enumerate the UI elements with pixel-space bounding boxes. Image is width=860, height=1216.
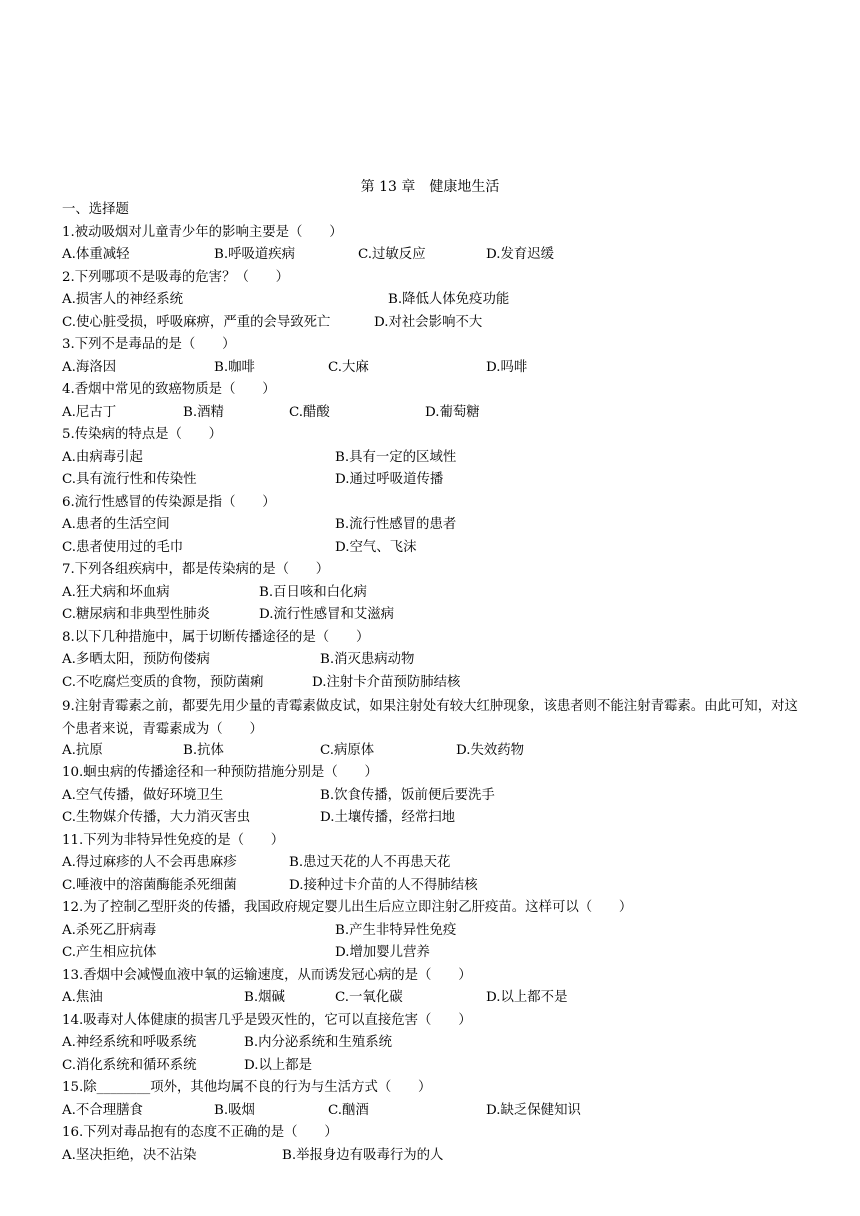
option-b: B.降低人体免疫功能 — [388, 292, 510, 307]
option-b: B.呼吸道疾病 — [214, 247, 296, 262]
option-d: D.以上都不是 — [486, 990, 568, 1005]
option-a: A.得过麻疹的人不会再患麻疹 — [62, 855, 237, 870]
question-stem: 3.下列不是毒品的是（ ） — [62, 337, 236, 352]
option-c: C.大麻 — [328, 360, 369, 375]
question-stem: 12.为了控制乙型肝炎的传播，我国政府规定婴儿出生后应立即注射乙肝疫苗。这样可以（ ） — [62, 900, 633, 915]
option-d: D.失效药物 — [456, 743, 525, 758]
option-b: B.酒精 — [183, 405, 224, 420]
question-stem: 4.香烟中常见的致癌物质是（ ） — [62, 382, 276, 397]
section-heading: 一、选择题 — [62, 202, 129, 217]
option-a: A.坚决拒绝，决不沾染 — [62, 1148, 197, 1163]
option-a: A.抗原 — [62, 743, 103, 758]
option-a: A.海洛因 — [62, 360, 117, 375]
option-c: C.产生相应抗体 — [62, 945, 157, 960]
option-a: A.神经系统和呼吸系统 — [62, 1035, 197, 1050]
option-d: D.吗啡 — [486, 360, 528, 375]
option-d: D.接种过卡介苗的人不得肺结核 — [289, 878, 478, 893]
question-stem: 13.香烟中会减慢血液中氧的运输速度，从而诱发冠心病的是（ ） — [62, 968, 472, 983]
option-c: C.过敏反应 — [358, 247, 426, 262]
option-b: B.吸烟 — [214, 1103, 255, 1118]
option-a: A.不合理膳食 — [62, 1103, 143, 1118]
option-b: B.产生非特异性免疫 — [335, 923, 457, 938]
option-b: B.内分泌系统和生殖系统 — [244, 1035, 393, 1050]
question-stem: 2.下列哪项不是吸毒的危害？（ ） — [62, 270, 290, 285]
option-b: B.患过天花的人不再患天花 — [289, 855, 451, 870]
option-b: B.咖啡 — [214, 360, 255, 375]
question-stem: 7.下列各组疾病中，都是传染病的是（ ） — [62, 562, 330, 577]
option-b: B.饮食传播，饭前便后要洗手 — [320, 788, 495, 803]
option-d: D.通过呼吸道传播 — [335, 472, 444, 487]
option-d: D.流行性感冒和艾滋病 — [259, 607, 395, 622]
option-c: C.醋酸 — [289, 405, 330, 420]
option-b: B.举报身边有吸毒行为的人 — [282, 1148, 444, 1163]
question-stem: 8.以下几种措施中，属于切断传播途径的是（ ） — [62, 630, 370, 645]
question-stem: 11.下列为非特异性免疫的是（ ） — [62, 833, 285, 848]
question-stem: 1.被动吸烟对儿童青少年的影响主要是（ ） — [62, 225, 343, 240]
question-stem: 5.传染病的特点是（ ） — [62, 427, 223, 442]
option-d: D.发育迟缓 — [486, 247, 555, 262]
option-a: A.体重减轻 — [62, 247, 130, 262]
option-c: C.生物媒介传播，大力消灭害虫 — [62, 810, 251, 825]
option-d: D.以上都是 — [244, 1058, 313, 1073]
question-stem: 14.吸毒对人体健康的损害几乎是毁灭性的，它可以直接危害（ ） — [62, 1013, 472, 1028]
option-c: C.具有流行性和传染性 — [62, 472, 197, 487]
option-a: A.损害人的神经系统 — [62, 292, 184, 307]
question-stem: 9.注射青霉素之前，都要先用少量的青霉素做皮试，如果注射处有较大红肿现象，该患者则不能注射青霉素。由此可知，对这个患者来说，青霉素成为（ ） — [62, 699, 798, 737]
question-stem: 16.下列对毒品抱有的态度不正确的是（ ） — [62, 1125, 338, 1140]
option-d: D.缺乏保健知识 — [486, 1103, 581, 1118]
option-b: B.具有一定的区域性 — [335, 450, 457, 465]
option-a: A.由病毒引起 — [62, 450, 143, 465]
option-c: C.病原体 — [320, 743, 375, 758]
option-c: C.不吃腐烂变质的食物，预防菌痢 — [62, 675, 264, 690]
option-c: C.唾液中的溶菌酶能杀死细菌 — [62, 878, 237, 893]
option-c: C.患者使用过的毛巾 — [62, 540, 184, 555]
option-b: B.百日咳和白化病 — [259, 585, 367, 600]
option-d: D.注射卡介苗预防肺结核 — [312, 675, 461, 690]
option-c: C.糖尿病和非典型性肺炎 — [62, 607, 210, 622]
option-a: A.患者的生活空间 — [62, 517, 170, 532]
option-d: D.葡萄糖 — [425, 405, 480, 420]
question-stem: 10.蛔虫病的传播途径和一种预防措施分别是（ ） — [62, 765, 378, 780]
option-a: A.多晒太阳，预防佝偻病 — [62, 652, 210, 667]
option-a: A.焦油 — [62, 990, 103, 1005]
option-a: A.狂犬病和坏血病 — [62, 585, 170, 600]
option-b: B.消灭患病动物 — [320, 652, 415, 667]
option-d: D.空气、飞沫 — [335, 540, 417, 555]
question-stem: 6.流行性感冒的传染源是指（ ） — [62, 495, 276, 510]
option-a: A.尼古丁 — [62, 405, 117, 420]
option-c: C.消化系统和循环系统 — [62, 1058, 197, 1073]
option-d: D.对社会影响不大 — [374, 315, 483, 330]
option-d: D.增加婴儿营养 — [335, 945, 430, 960]
option-a: A.空气传播，做好环境卫生 — [62, 788, 224, 803]
option-a: A.杀死乙肝病毒 — [62, 923, 157, 938]
option-b: B.抗体 — [183, 743, 224, 758]
option-b: B.流行性感冒的患者 — [335, 517, 457, 532]
option-d: D.土壤传播，经常扫地 — [320, 810, 456, 825]
page-title: 第 13 章 健康地生活 — [360, 179, 500, 195]
option-b: B.烟碱 — [244, 990, 285, 1005]
option-c: C.使心脏受损，呼吸麻痹，严重的会导致死亡 — [62, 315, 331, 330]
option-c: C.酗酒 — [328, 1103, 369, 1118]
option-c: C.一氧化碳 — [335, 990, 403, 1005]
question-stem: 15.除________项外，其他均属不良的行为与生活方式（ ） — [62, 1080, 432, 1095]
